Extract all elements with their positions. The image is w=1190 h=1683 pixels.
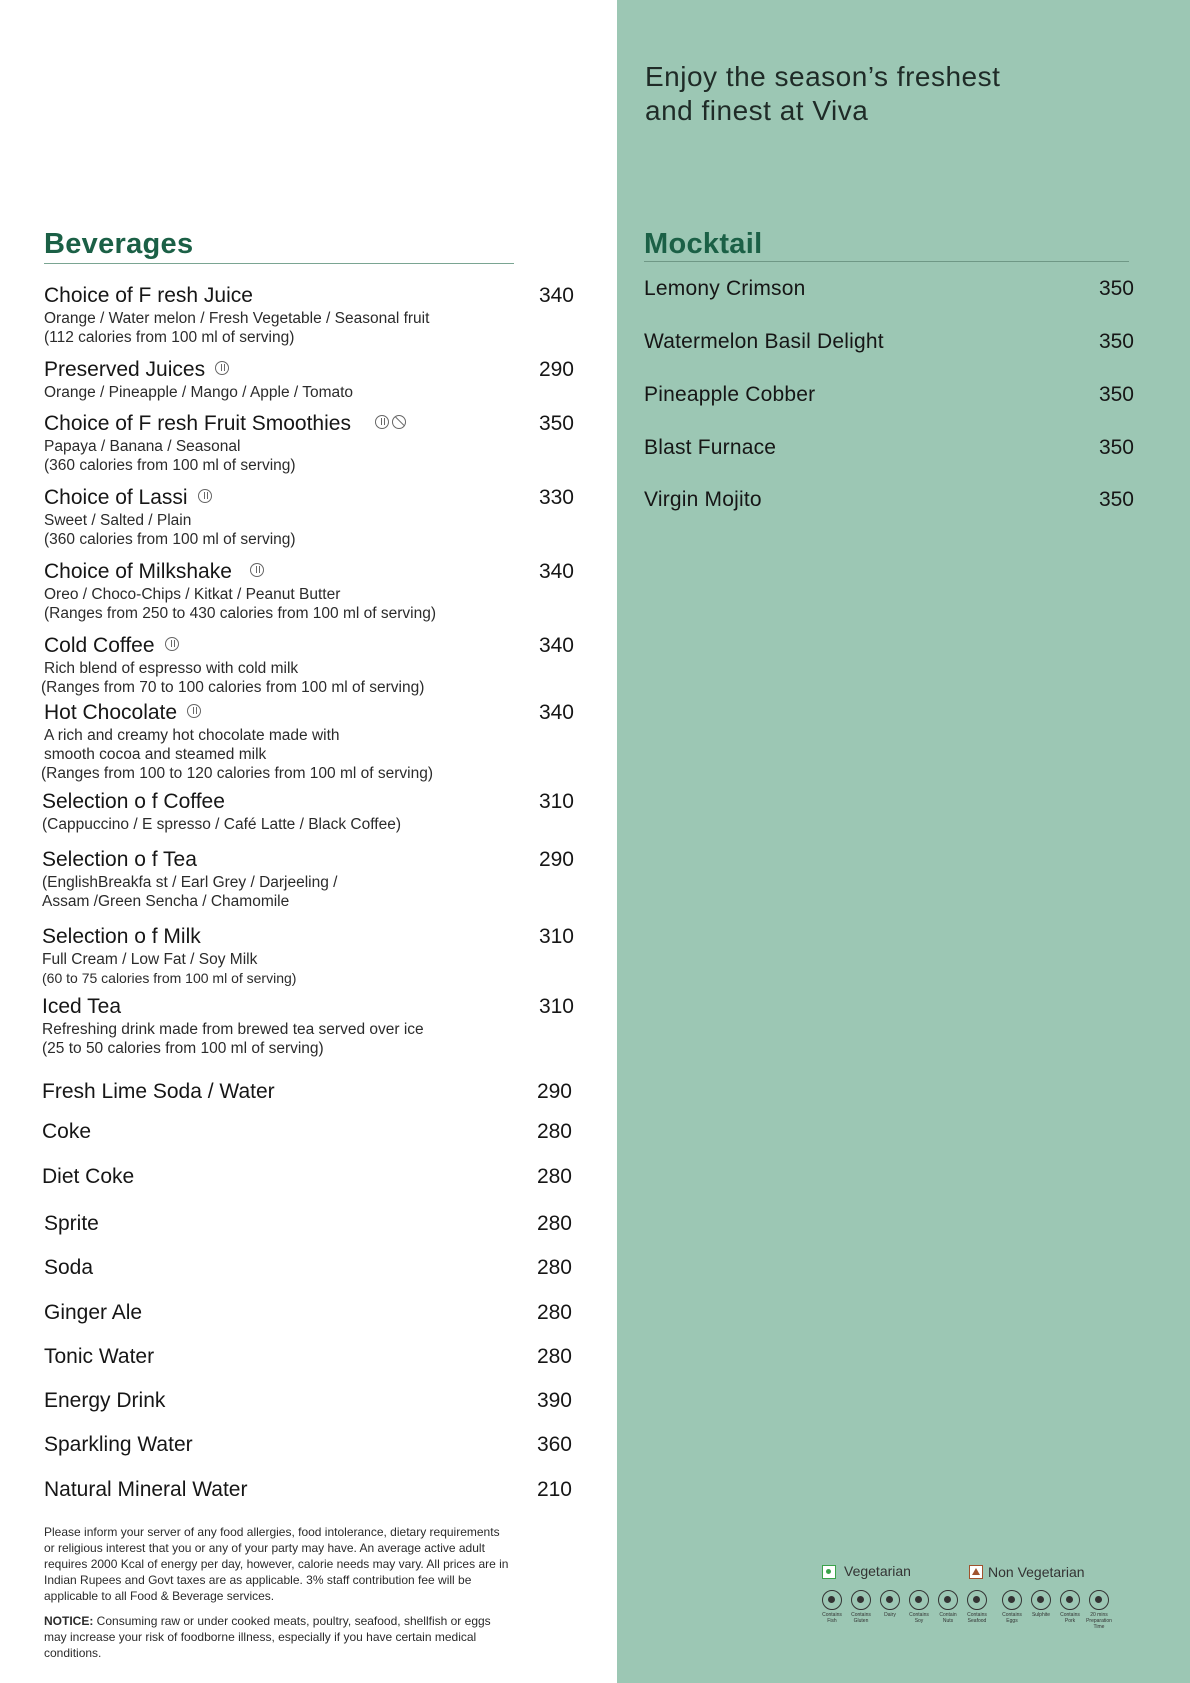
- menu-item-energy-drink: [44, 1387, 574, 1415]
- menu-item-mineral-water: [44, 1476, 574, 1504]
- mocktail-item-virgin-mojito: [644, 486, 1134, 514]
- non-vegetarian-label: Non Vegetarian: [988, 1564, 1085, 1580]
- item-description: Papaya / Banana / Seasonal: [44, 438, 241, 455]
- item-name: Energy Drink: [44, 1389, 166, 1412]
- item-price: 350: [1098, 277, 1134, 300]
- menu-item-iced-tea: [42, 994, 574, 1058]
- item-price: 290: [538, 848, 574, 871]
- item-calories: (112 calories from 100 ml of serving): [44, 329, 295, 346]
- item-name: Choice of Lassi: [44, 486, 188, 509]
- food-safety-notice: [44, 1613, 564, 1661]
- menu-item-fruit-smoothies: [44, 411, 574, 475]
- item-price: 340: [538, 560, 574, 583]
- menu-item-soda: [44, 1254, 574, 1282]
- mocktail-item-watermelon-basil: [644, 328, 1134, 356]
- item-calories: (60 to 75 calories from 100 ml of serving): [42, 970, 297, 986]
- menu-item-hot-chocolate: [41, 700, 574, 783]
- item-description: Orange / Water melon / Fresh Vegetable / Seasonal fruit: [44, 310, 430, 327]
- allergen-fish: Contains Fish: [818, 1590, 846, 1624]
- item-description-line-2: smooth cocoa and steamed milk: [44, 746, 267, 763]
- allergen-legend: [818, 1590, 1118, 1634]
- item-price: 350: [1098, 330, 1134, 353]
- item-price: 310: [538, 995, 574, 1018]
- soy-icon: [909, 1590, 929, 1610]
- beverages-rule: [44, 263, 514, 264]
- menu-item-sparkling-water: [44, 1431, 574, 1459]
- mocktail-rule: [644, 261, 1129, 262]
- dairy-icon: [880, 1590, 900, 1610]
- item-price: 290: [538, 358, 574, 381]
- vegetarian-icon: [822, 1565, 836, 1579]
- diet-legend: [822, 1563, 1122, 1583]
- item-calories: (Ranges from 70 to 100 calories from 100 ml of serving): [41, 679, 425, 696]
- allergen-sulphite: Sulphite: [1027, 1590, 1055, 1618]
- menu-item-coffee: [42, 789, 574, 834]
- item-price: 280: [536, 1165, 572, 1188]
- item-price: 290: [536, 1080, 572, 1103]
- item-name: Cold Coffee: [44, 634, 155, 657]
- item-price: 350: [1098, 488, 1134, 511]
- item-description: (EnglishBreakfa st / Earl Grey / Darjeeling /: [42, 874, 338, 891]
- item-name: Sparkling Water: [44, 1433, 193, 1456]
- nuts-icon: [938, 1590, 958, 1610]
- item-name: Choice of F resh Juice: [44, 284, 253, 307]
- item-name: Natural Mineral Water: [44, 1478, 248, 1501]
- allergen-nuts: Contain Nuts: [934, 1590, 962, 1624]
- allergen-gluten: Contains Gluten: [847, 1590, 875, 1624]
- item-description: Refreshing drink made from brewed tea served over ice: [42, 1021, 424, 1038]
- item-description: Sweet / Salted / Plain: [44, 512, 192, 529]
- item-price: 350: [538, 412, 574, 435]
- item-calories: (25 to 50 calories from 100 ml of serving): [42, 1040, 324, 1057]
- item-name: Blast Furnace: [644, 436, 777, 459]
- tagline: [645, 60, 1165, 128]
- item-name: Choice of Milkshake: [44, 560, 232, 583]
- item-name: Selection o f Coffee: [42, 790, 225, 813]
- item-name: Ginger Ale: [44, 1301, 143, 1324]
- non-vegetarian-icon: [969, 1565, 983, 1579]
- menu-item-milkshake: [44, 559, 574, 623]
- disclaimer-line: applicable to all Food & Beverage services.: [44, 1589, 275, 1603]
- sulphite-icon: [1031, 1590, 1051, 1610]
- dairy-icon: [250, 563, 264, 577]
- tagline-line-1: Enjoy the season’s freshest: [645, 61, 1001, 92]
- item-price: 310: [538, 925, 574, 948]
- item-name: Iced Tea: [42, 995, 122, 1018]
- allergen-dairy: Dairy: [876, 1590, 904, 1618]
- menu-item-cold-coffee: [41, 633, 574, 697]
- item-name: Soda: [44, 1256, 94, 1279]
- menu-item-preserved-juices: [44, 357, 574, 402]
- mocktail-item-pineapple-cobber: [644, 381, 1134, 409]
- dairy-free-icon: [215, 361, 229, 375]
- item-price: 350: [1098, 383, 1134, 406]
- disclaimer-line: or religious interest that you or any of your party may have. An average active adult: [44, 1541, 485, 1555]
- tagline-line-2: and finest at Viva: [645, 95, 869, 126]
- item-name: Pineapple Cobber: [644, 383, 816, 406]
- allergen-soy: Contains Soy: [905, 1590, 933, 1624]
- mocktail-item-lemony-crimson: [644, 275, 1134, 303]
- menu-item-fresh-juice: [44, 283, 574, 347]
- notice-line: Consuming raw or under cooked meats, poultry, seafood, shellfish or eggs: [93, 1614, 491, 1628]
- item-price: 280: [536, 1256, 572, 1279]
- notice-line: may increase your risk of foodborne illness, especially if you have certain medical: [44, 1630, 477, 1644]
- menu-item-sprite: [44, 1210, 574, 1238]
- menu-item-lassi: [44, 485, 574, 549]
- item-description: A rich and creamy hot chocolate made with: [44, 727, 340, 744]
- item-name: Diet Coke: [42, 1165, 135, 1188]
- timer-icon: [1089, 1590, 1109, 1610]
- item-description: (Cappuccino / E spresso / Café Latte / Black Coffee): [42, 816, 401, 833]
- item-name: Preserved Juices: [44, 358, 206, 381]
- item-price: 390: [536, 1389, 572, 1412]
- no-nuts-icon: [392, 415, 406, 429]
- item-price: 340: [538, 701, 574, 724]
- dairy-icon: [375, 415, 389, 429]
- allergen-pork: Contains Pork: [1056, 1590, 1084, 1624]
- item-calories: (360 calories from 100 ml of serving): [44, 457, 296, 474]
- item-price: 330: [538, 486, 574, 509]
- dairy-icon: [165, 637, 179, 651]
- item-calories: (Ranges from 100 to 120 calories from 100 ml of serving): [41, 765, 433, 782]
- item-price: 280: [536, 1345, 572, 1368]
- allergen-seafood: Contains Seafood: [963, 1590, 991, 1624]
- mocktail-heading: Mocktail: [644, 228, 763, 260]
- item-name: Watermelon Basil Delight: [644, 330, 884, 353]
- item-price: 340: [538, 284, 574, 307]
- pork-icon: [1060, 1590, 1080, 1610]
- disclaimer-line: requires 2000 Kcal of energy per day, however, calorie needs may vary. All prices are in: [44, 1557, 509, 1571]
- item-calories: (Ranges from 250 to 430 calories from 100 ml of serving): [44, 605, 436, 622]
- menu-item-tonic-water: [44, 1343, 574, 1371]
- gluten-icon: [851, 1590, 871, 1610]
- disclaimer-line: Indian Rupees and Govt taxes are as applicable. 3% staff contribution fee will be: [44, 1573, 472, 1587]
- item-description: Orange / Pineapple / Mango / Apple / Tomato: [44, 384, 354, 401]
- item-name: Lemony Crimson: [644, 277, 806, 300]
- item-price: 280: [536, 1212, 572, 1235]
- menu-item-milk: [42, 924, 574, 988]
- item-name: Sprite: [44, 1212, 99, 1235]
- item-description: Rich blend of espresso with cold milk: [44, 660, 299, 677]
- item-description: Full Cream / Low Fat / Soy Milk: [42, 951, 258, 968]
- dairy-icon: [198, 489, 212, 503]
- item-price: 280: [536, 1301, 572, 1324]
- menu-item-ginger-ale: [44, 1299, 574, 1327]
- item-name: Coke: [42, 1120, 92, 1143]
- item-price: 360: [536, 1433, 572, 1456]
- item-name: Selection o f Tea: [42, 848, 197, 871]
- seafood-icon: [967, 1590, 987, 1610]
- item-name: Selection o f Milk: [42, 925, 201, 948]
- preparation-time: 20 mins Preparation Time: [1085, 1590, 1113, 1630]
- item-name: Fresh Lime Soda / Water: [42, 1080, 275, 1103]
- item-price: 280: [536, 1120, 572, 1143]
- item-price: 340: [538, 634, 574, 657]
- allergy-disclaimer: [44, 1524, 564, 1604]
- item-name: Choice of F resh Fruit Smoothies: [44, 412, 351, 435]
- egg-icon: [1002, 1590, 1022, 1610]
- item-calories: (360 calories from 100 ml of serving): [44, 531, 296, 548]
- menu-item-lime-soda: [42, 1078, 572, 1106]
- item-name: Hot Chocolate: [44, 701, 178, 724]
- item-description: Oreo / Choco-Chips / Kitkat / Peanut Butter: [44, 586, 341, 603]
- menu-item-diet-coke: [42, 1163, 572, 1191]
- item-name: Tonic Water: [44, 1345, 155, 1368]
- beverages-heading: Beverages: [44, 228, 194, 260]
- item-price: 310: [538, 790, 574, 813]
- fish-icon: [822, 1590, 842, 1610]
- disclaimer-line: Please inform your server of any food allergies, food intolerance, dietary requirements: [44, 1525, 500, 1539]
- dairy-icon: [187, 704, 201, 718]
- allergen-eggs: Contains Eggs: [998, 1590, 1026, 1624]
- mocktail-item-blast-furnace: [644, 434, 1134, 462]
- item-price: 350: [1098, 436, 1134, 459]
- item-description-line-2: Assam /Green Sencha / Chamomile: [42, 893, 290, 910]
- notice-line: conditions.: [44, 1646, 102, 1660]
- item-price: 210: [536, 1478, 572, 1501]
- notice-label: NOTICE:: [44, 1614, 94, 1628]
- menu-item-coke: [42, 1118, 572, 1146]
- item-name: Virgin Mojito: [644, 488, 762, 511]
- menu-item-tea: [42, 847, 574, 911]
- vegetarian-label: Vegetarian: [844, 1563, 911, 1579]
